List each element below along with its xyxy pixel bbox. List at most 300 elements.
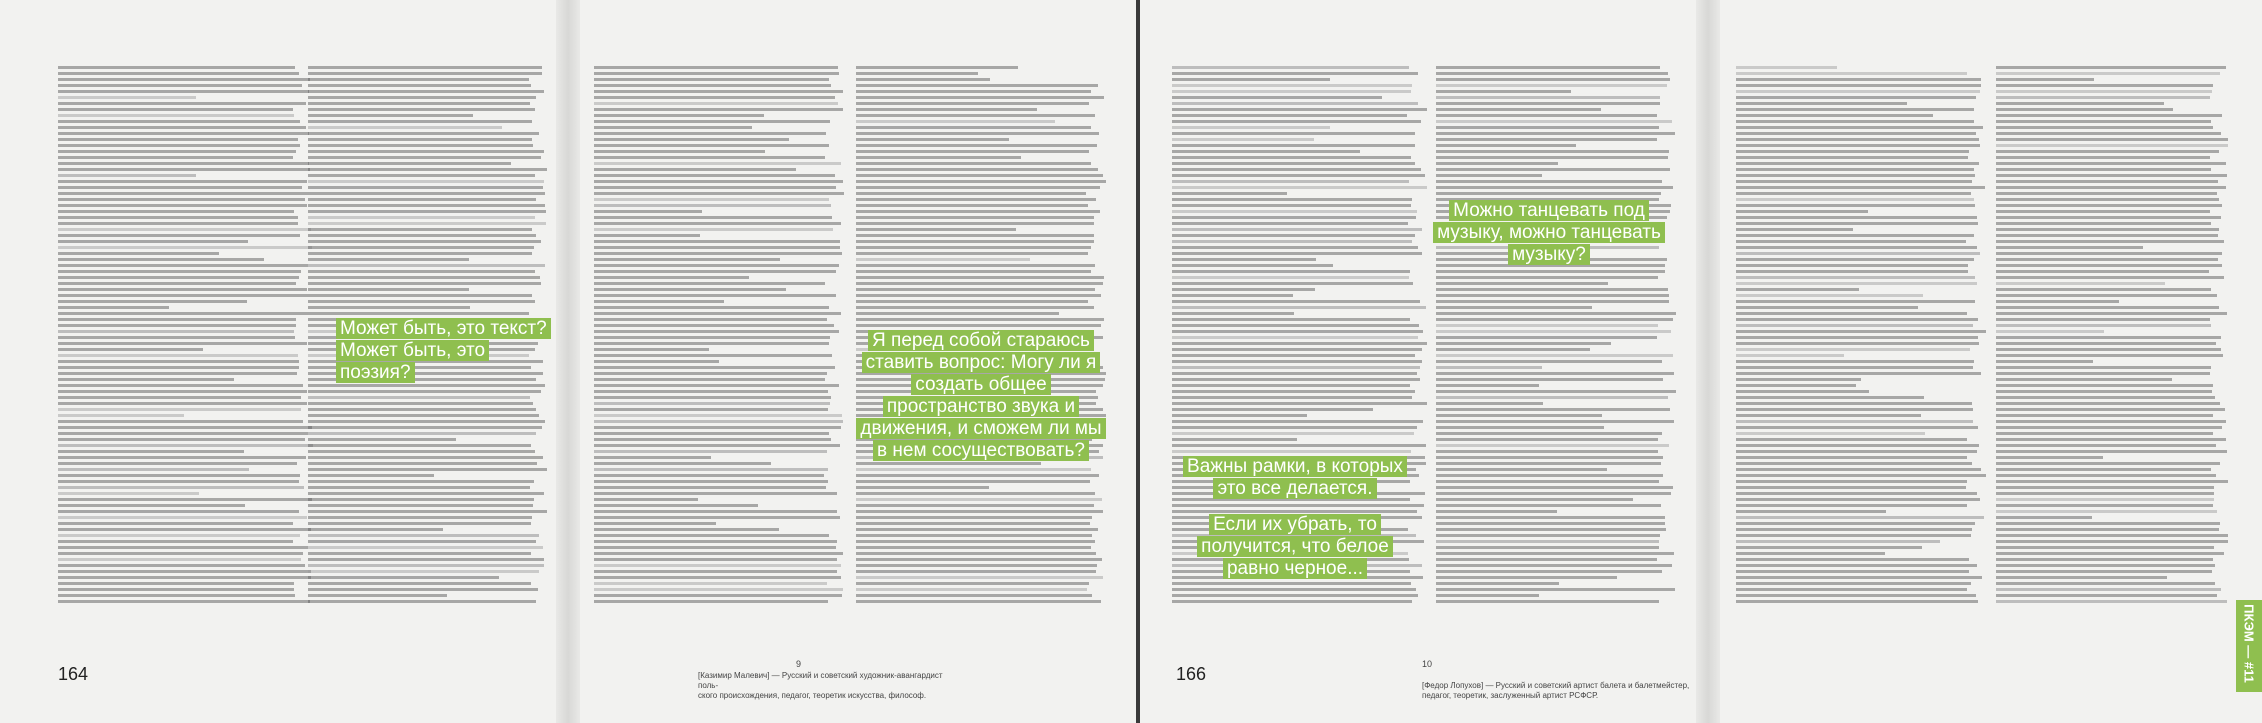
text-line	[594, 312, 841, 315]
section-tab: ПКЭМ — #11	[2236, 600, 2262, 692]
text-line	[594, 504, 758, 507]
text-line	[1736, 66, 1837, 69]
text-line	[1996, 528, 2219, 531]
text-line	[1996, 438, 2226, 441]
text-line	[1172, 414, 1307, 417]
text-line	[1172, 132, 1415, 135]
text-line	[1736, 534, 1971, 537]
text-line	[594, 522, 716, 525]
text-line	[1736, 258, 1974, 261]
text-line	[1736, 114, 1933, 117]
text-line	[58, 234, 300, 237]
text-line	[308, 396, 530, 399]
text-line	[594, 120, 830, 123]
text-line	[1172, 114, 1407, 117]
text-line	[1436, 546, 1659, 549]
text-line	[1996, 204, 2222, 207]
text-line	[594, 90, 843, 93]
text-line	[1736, 288, 1859, 291]
text-line	[594, 480, 828, 483]
text-line	[308, 516, 532, 519]
text-line	[308, 198, 536, 201]
text-line	[1996, 576, 2167, 579]
text-line	[308, 558, 544, 561]
text-line	[308, 258, 469, 261]
text-line	[308, 114, 473, 117]
text-line	[58, 456, 306, 459]
text-line	[856, 84, 1098, 87]
text-line	[594, 192, 844, 195]
text-line	[1736, 558, 1969, 561]
text-line	[1736, 444, 1979, 447]
text-line	[594, 402, 830, 405]
text-line	[58, 216, 298, 219]
text-line	[594, 144, 829, 147]
text-line	[1172, 312, 1294, 315]
text-line	[1436, 540, 1659, 543]
text-line	[308, 252, 532, 255]
text-line	[1172, 324, 1419, 327]
text-line	[1996, 522, 2220, 525]
text-line	[308, 234, 536, 237]
text-line	[856, 264, 1095, 267]
text-line	[856, 468, 1091, 471]
text-line	[1172, 372, 1417, 375]
text-line	[58, 294, 308, 297]
text-line	[594, 66, 838, 69]
text-line	[1172, 594, 1418, 597]
text-line	[308, 138, 532, 141]
text-line	[1996, 312, 2227, 315]
text-line	[1172, 288, 1315, 291]
text-line	[58, 552, 303, 555]
text-line	[308, 438, 456, 441]
text-line	[1436, 342, 1611, 345]
text-line	[1436, 594, 1539, 597]
text-line	[308, 432, 536, 435]
text-line	[308, 498, 534, 501]
text-line	[1736, 276, 1975, 279]
text-line	[1736, 144, 1980, 147]
text-line	[58, 156, 293, 159]
text-line	[1436, 120, 1672, 123]
text-line	[594, 486, 826, 489]
text-line	[1996, 336, 2221, 339]
text-line	[1172, 156, 1411, 159]
text-line	[308, 486, 530, 489]
text-line	[1172, 504, 1424, 507]
text-line	[1996, 504, 2213, 507]
text-line	[594, 222, 841, 225]
text-line	[1736, 264, 1968, 267]
text-line	[58, 432, 308, 435]
text-line	[58, 168, 310, 171]
text-line	[1996, 132, 2221, 135]
text-line	[308, 450, 535, 453]
text-line	[58, 462, 297, 465]
text-line	[1436, 84, 1667, 87]
text-line	[1436, 414, 1602, 417]
text-line	[1736, 198, 1974, 201]
text-line	[1736, 222, 1978, 225]
text-line	[58, 114, 294, 117]
text-line	[856, 246, 1091, 249]
text-line	[856, 306, 1094, 309]
text-line	[58, 510, 299, 513]
text-line	[1172, 294, 1293, 297]
text-line	[856, 462, 1041, 465]
text-line	[308, 588, 538, 591]
text-line	[1436, 270, 1665, 273]
text-line	[1996, 276, 2224, 279]
text-line	[58, 150, 296, 153]
text-line	[308, 456, 543, 459]
text-line	[58, 576, 311, 579]
text-line	[58, 504, 245, 507]
text-line	[1736, 576, 1982, 579]
text-line	[58, 126, 306, 129]
text-line	[58, 588, 294, 591]
text-line	[856, 210, 1100, 213]
text-line	[58, 162, 309, 165]
text-line	[1436, 336, 1657, 339]
text-line	[594, 258, 780, 261]
text-line	[856, 66, 1018, 69]
text-line	[58, 474, 300, 477]
text-line	[1436, 564, 1672, 567]
text-line	[1436, 186, 1673, 189]
text-line	[308, 492, 544, 495]
text-line	[1436, 384, 1539, 387]
text-line	[594, 342, 829, 345]
text-line	[308, 276, 540, 279]
text-line	[1172, 144, 1415, 147]
text-line	[1736, 456, 1967, 459]
text-line	[856, 510, 1103, 513]
text-line	[594, 378, 825, 381]
text-line	[594, 276, 749, 279]
text-line	[594, 516, 840, 519]
text-line	[308, 522, 531, 525]
text-line	[1172, 78, 1330, 81]
text-line	[1996, 156, 2210, 159]
text-line	[1996, 324, 2211, 327]
text-line	[1736, 132, 1976, 135]
text-line	[308, 162, 511, 165]
text-line	[1172, 336, 1418, 339]
text-line	[1436, 138, 1657, 141]
text-line	[1736, 192, 1971, 195]
text-line	[58, 420, 303, 423]
text-line	[1172, 330, 1423, 333]
text-line	[856, 222, 1094, 225]
text-line	[58, 600, 310, 603]
text-line	[856, 198, 1096, 201]
text-line	[58, 252, 219, 255]
text-line	[594, 570, 837, 573]
text-line	[58, 78, 310, 81]
text-line	[594, 414, 842, 417]
text-line	[1996, 318, 2210, 321]
text-line	[594, 270, 836, 273]
text-line	[1736, 210, 1868, 213]
text-line	[1436, 162, 1558, 165]
text-line	[856, 90, 1091, 93]
text-line	[1996, 72, 2220, 75]
text-line	[1736, 552, 1885, 555]
text-line	[1436, 432, 1662, 435]
text-line	[58, 318, 296, 321]
text-line	[1736, 450, 1977, 453]
text-line	[856, 492, 1095, 495]
text-line	[1736, 156, 1968, 159]
text-line	[1436, 132, 1675, 135]
text-line	[1996, 468, 2211, 471]
text-line	[856, 96, 1104, 99]
text-line	[1996, 360, 2093, 363]
text-line	[58, 264, 309, 267]
text-line	[58, 570, 311, 573]
text-line	[594, 330, 839, 333]
text-line	[1736, 84, 1981, 87]
text-line	[1172, 588, 1416, 591]
text-line	[58, 180, 307, 183]
text-line	[1436, 282, 1608, 285]
text-line	[1736, 318, 1978, 321]
pull-quote: Важны рамки, в которых это все делается.	[1180, 456, 1410, 500]
text-line	[856, 312, 1059, 315]
text-line	[1736, 216, 1977, 219]
text-line	[1436, 318, 1673, 321]
text-line	[856, 138, 1009, 141]
text-line	[1172, 600, 1412, 603]
text-line	[594, 288, 786, 291]
text-line	[308, 84, 531, 87]
text-line	[58, 516, 307, 519]
text-line	[856, 516, 1092, 519]
text-line	[308, 582, 531, 585]
text-line	[1736, 492, 1977, 495]
text-line	[1996, 252, 2222, 255]
text-line	[856, 150, 1089, 153]
text-line	[594, 420, 843, 423]
text-line	[856, 234, 1094, 237]
text-line	[308, 156, 541, 159]
text-line	[1436, 468, 1607, 471]
text-line	[1172, 366, 1420, 369]
text-line	[1996, 192, 2217, 195]
text-line	[308, 108, 535, 111]
text-line	[594, 564, 841, 567]
text-line	[1436, 402, 1543, 405]
text-line	[1172, 84, 1412, 87]
text-line	[1736, 372, 1981, 375]
text-line	[58, 198, 305, 201]
text-line	[856, 480, 1090, 483]
text-line	[1996, 84, 2213, 87]
text-line	[58, 120, 300, 123]
text-line	[58, 240, 248, 243]
text-line	[1736, 252, 1980, 255]
text-line	[856, 294, 1101, 297]
text-line	[1436, 456, 1663, 459]
text-line	[594, 552, 843, 555]
text-column	[1996, 66, 2228, 606]
text-line	[1996, 372, 2210, 375]
text-line	[1736, 204, 1975, 207]
text-line	[1736, 498, 1980, 501]
text-line	[1736, 510, 1886, 513]
text-line	[1736, 438, 1967, 441]
text-line	[1996, 378, 2172, 381]
text-line	[1436, 498, 1633, 501]
text-line	[1736, 348, 1970, 351]
text-line	[1172, 162, 1415, 165]
text-column	[1736, 66, 1986, 606]
text-line	[308, 510, 547, 513]
text-line	[1172, 66, 1409, 69]
text-line	[58, 342, 307, 345]
text-line	[308, 270, 535, 273]
text-line	[308, 192, 545, 195]
text-line	[1172, 120, 1421, 123]
text-line	[594, 336, 830, 339]
text-line	[856, 534, 1092, 537]
text-line	[1736, 270, 1968, 273]
text-line	[1996, 414, 2213, 417]
text-line	[1436, 426, 1604, 429]
text-line	[1996, 594, 2217, 597]
text-line	[1996, 456, 2103, 459]
text-line	[1436, 66, 1660, 69]
text-line	[1996, 366, 2211, 369]
text-line	[58, 384, 303, 387]
text-line	[856, 528, 1098, 531]
text-line	[594, 558, 837, 561]
text-line	[308, 312, 529, 315]
text-line	[856, 300, 1088, 303]
text-line	[1736, 324, 1973, 327]
text-line	[1996, 558, 2213, 561]
text-line	[1172, 222, 1408, 225]
footnote: [Федор Лопухов] — Русский и советский артист балета и балетмейстер, педагог, теоретик, заслуженный артист РСФСР.	[1422, 681, 1690, 700]
text-line	[1436, 504, 1661, 507]
text-line	[58, 72, 299, 75]
text-line	[1736, 516, 1984, 519]
text-line	[594, 126, 752, 129]
text-line	[856, 102, 1089, 105]
text-line	[856, 162, 1091, 165]
text-line	[856, 474, 1099, 477]
text-line	[594, 180, 843, 183]
text-line	[1736, 594, 1976, 597]
text-line	[1172, 402, 1427, 405]
text-line	[856, 270, 1091, 273]
text-line	[1996, 78, 2094, 81]
text-line	[1172, 342, 1427, 345]
text-line	[1172, 252, 1422, 255]
text-line	[1996, 216, 2221, 219]
text-line	[594, 534, 829, 537]
text-line	[308, 174, 535, 177]
gutter	[1696, 0, 1720, 723]
text-line	[1172, 126, 1330, 129]
text-line	[856, 204, 1088, 207]
text-line	[1436, 510, 1557, 513]
text-line	[1172, 300, 1420, 303]
text-line	[58, 282, 296, 285]
text-line	[308, 180, 544, 183]
text-line	[1436, 168, 1670, 171]
text-line	[1996, 396, 2215, 399]
text-line	[1436, 174, 1542, 177]
text-line	[308, 282, 541, 285]
text-line	[1996, 546, 2214, 549]
text-line	[856, 282, 1103, 285]
text-line	[308, 102, 530, 105]
text-line	[1996, 432, 2213, 435]
text-line	[1996, 486, 2214, 489]
text-line	[308, 186, 543, 189]
text-line	[1436, 72, 1668, 75]
text-line	[308, 390, 541, 393]
text-line	[308, 90, 544, 93]
text-line	[594, 462, 771, 465]
text-line	[58, 330, 294, 333]
text-line	[856, 324, 1101, 327]
text-line	[1172, 192, 1287, 195]
text-line	[1172, 138, 1314, 141]
text-line	[1996, 420, 2226, 423]
text-line	[594, 114, 764, 117]
text-line	[1996, 474, 2216, 477]
text-line	[308, 534, 539, 537]
text-line	[1436, 396, 1668, 399]
text-line	[308, 468, 547, 471]
text-line	[856, 546, 1091, 549]
text-line	[594, 102, 838, 105]
text-line	[308, 78, 529, 81]
text-line	[594, 138, 789, 141]
text-line	[308, 420, 545, 423]
text-line	[1996, 186, 2226, 189]
text-line	[594, 348, 709, 351]
text-line	[58, 444, 313, 447]
text-line	[1996, 120, 2211, 123]
text-line	[1172, 378, 1420, 381]
text-line	[1172, 204, 1411, 207]
text-line	[856, 522, 1090, 525]
right-spread	[1140, 0, 2262, 723]
text-line	[1996, 498, 2214, 501]
text-line	[308, 168, 547, 171]
text-line	[1736, 360, 1974, 363]
text-line	[856, 186, 1100, 189]
text-line	[1736, 402, 1972, 405]
text-line	[1996, 582, 2215, 585]
text-line	[308, 414, 539, 417]
text-line	[58, 210, 294, 213]
text-column	[1436, 66, 1676, 606]
text-line	[308, 480, 534, 483]
page-number: 10	[1422, 659, 1433, 669]
text-line	[1436, 126, 1659, 129]
text-line	[1172, 276, 1409, 279]
text-line	[1996, 234, 2218, 237]
text-line	[856, 600, 1101, 603]
text-line	[1172, 390, 1415, 393]
text-line	[1436, 108, 1601, 111]
